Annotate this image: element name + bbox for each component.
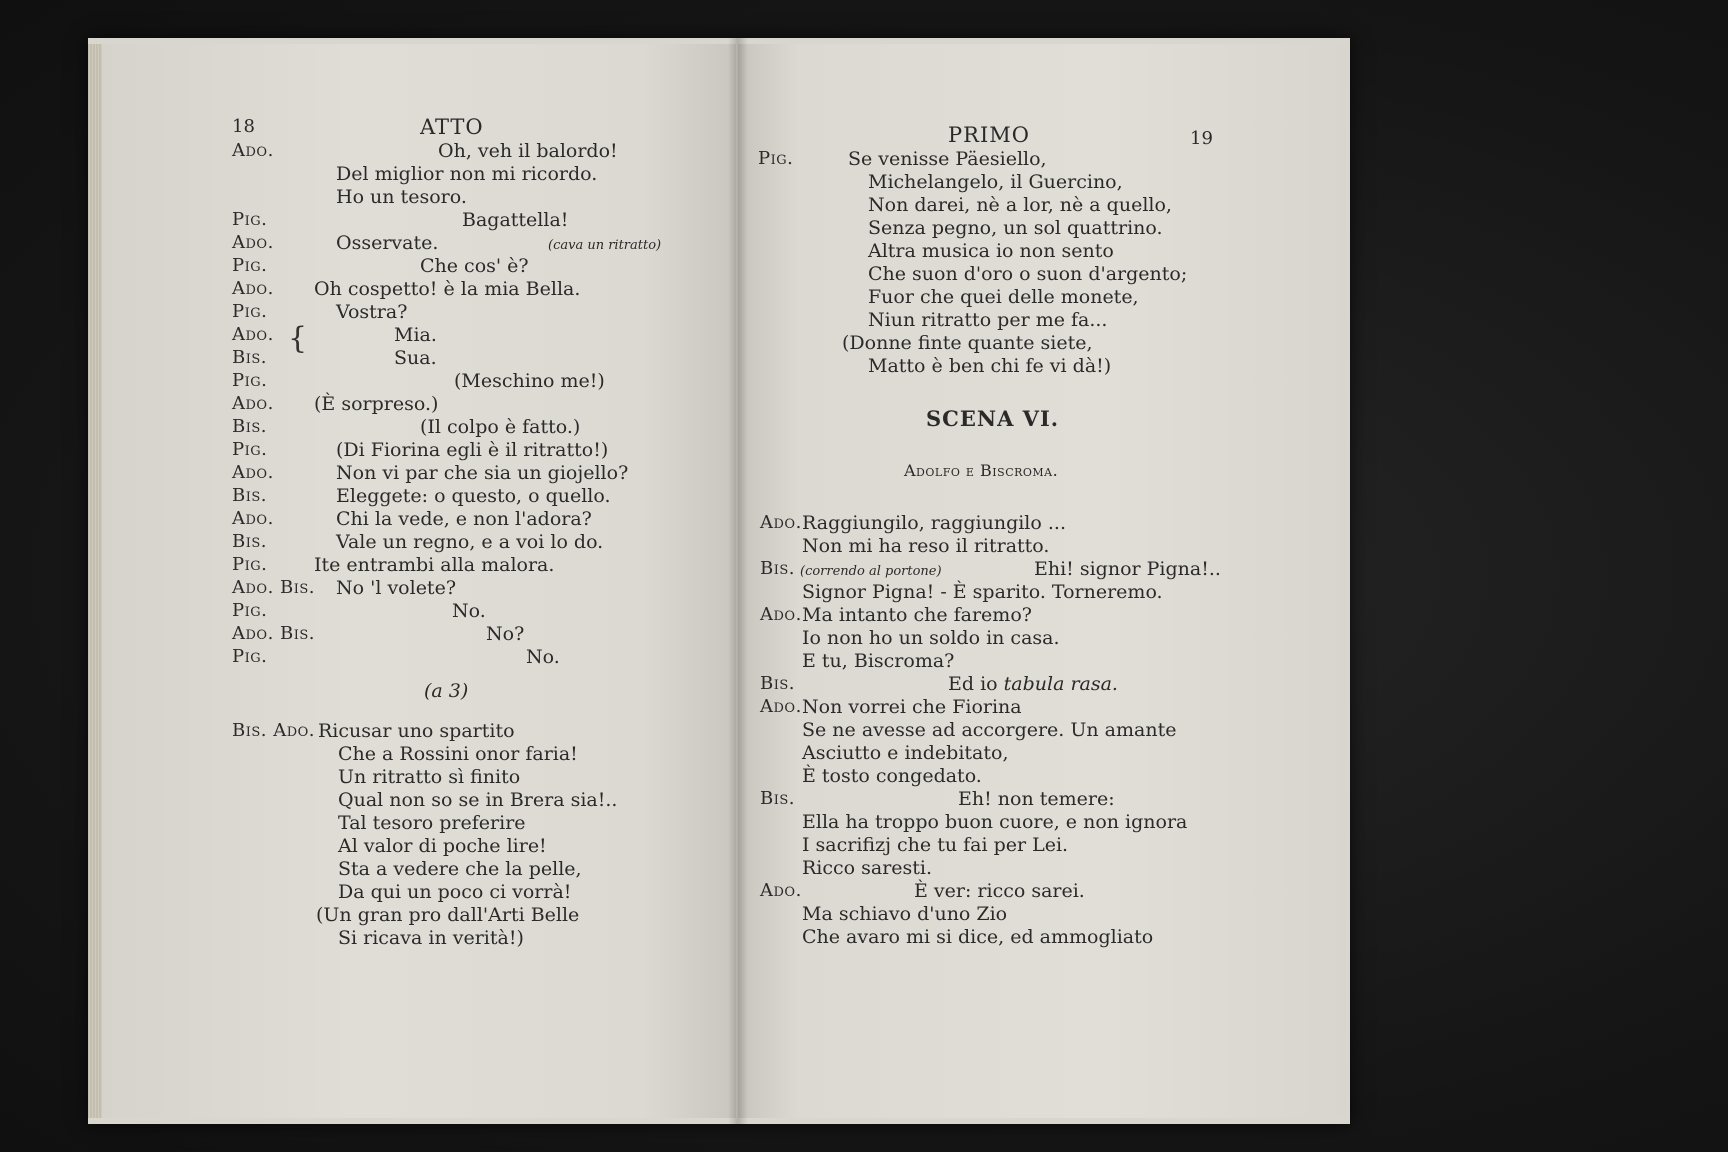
speaker: Bis. [232, 531, 267, 552]
verse-line: Matto è ben chi fe vi dà!) [868, 355, 1112, 377]
dialogue-line: Ella ha troppo buon cuore, e non ignora [802, 811, 1188, 833]
dialogue-line: (Il colpo è fatto.) [420, 416, 581, 438]
dialogue-line: Se ne avesse ad accorgere. Un amante [802, 719, 1177, 741]
dialogue-line: Del miglior non mi ricordo. [336, 163, 598, 185]
dialogue-line: Oh, veh il balordo! [438, 140, 618, 162]
verse-line: Sta a vedere che la pelle, [338, 858, 582, 880]
speaker: Pig. [232, 554, 268, 575]
verse-line: Qual non so se in Brera sia!.. [338, 789, 618, 811]
speaker: Ado. [232, 324, 274, 345]
verse-line: Che suon d'oro o suon d'argento; [868, 263, 1188, 285]
dialogue-line: Vostra? [336, 301, 408, 323]
verse-line: (Un gran pro dall'Arti Belle [316, 904, 580, 926]
verse-line: Da qui un poco ci vorrà! [338, 881, 572, 903]
dialogue-line: Mia. [394, 324, 437, 346]
speaker: Ado. [760, 512, 802, 533]
verse-line: Non darei, nè a lor, nè a quello, [868, 194, 1172, 216]
dialogue-line: I sacrifizj che tu fai per Lei. [802, 834, 1069, 856]
dialogue-line: Ho un tesoro. [336, 186, 467, 208]
dialogue-line: Che cos' è? [420, 255, 529, 277]
dialogue-line: Non vorrei che Fiorina [802, 696, 1022, 718]
speaker: Ado. [232, 278, 274, 299]
dialogue-line: (È sorpreso.) [314, 393, 439, 415]
dialogue-line: Raggiungilo, raggiungilo ... [802, 512, 1066, 534]
speaker: Bis. [760, 788, 795, 809]
speaker: Pig. [232, 255, 268, 276]
speaker: Ado. [760, 604, 802, 625]
open-book [88, 38, 1350, 1124]
book-gutter [728, 38, 748, 1124]
speaker: Pig. [232, 301, 268, 322]
dialogue-line [948, 673, 1118, 695]
dialogue-line: È tosto congedato. [802, 765, 982, 787]
speaker: Pig. [232, 439, 268, 460]
speaker: Pig. [232, 370, 268, 391]
verse-line: Michelangelo, il Guercino, [868, 171, 1123, 193]
verse-line: Tal tesoro preferire [338, 812, 526, 834]
dialogue-line: Osservate. [336, 232, 439, 254]
dialogue-line: Eleggete: o questo, o quello. [336, 485, 611, 507]
verse-line: Che a Rossini onor faria! [338, 743, 578, 765]
speaker: Ado. Bis. [232, 623, 316, 644]
dialogue-line: Non mi ha reso il ritratto. [802, 535, 1050, 557]
dialogue-line: No. [452, 600, 486, 622]
stage-direction: (correndo al portone) [800, 564, 942, 579]
dialogue-line: Chi la vede, e non l'adora? [336, 508, 592, 530]
verse-line: Al valor di poche lire! [338, 835, 547, 857]
dialogue-line: No? [486, 623, 525, 645]
right-page [738, 44, 1346, 1118]
dialogue-line: Ma intanto che faremo? [802, 604, 1032, 626]
dialogue-line: No 'l volete? [336, 577, 457, 599]
speaker: Bis. [232, 416, 267, 437]
dialogue-italic: tabula rasa. [1003, 673, 1118, 695]
dialogue-line: E tu, Biscroma? [802, 650, 955, 672]
speaker: Bis. [232, 485, 267, 506]
running-head: PRIMO [948, 123, 1030, 147]
verse-line: Fuor che quei delle monete, [868, 286, 1139, 308]
dialogue-line: Eh! non temere: [958, 788, 1115, 810]
dialogue-line: Oh cospetto! è la mia Bella. [314, 278, 581, 300]
verse-line: Un ritratto sì finito [338, 766, 521, 788]
dialogue-line: (Di Fiorina egli è il ritratto!) [336, 439, 609, 461]
verse-line: (Donne finte quante siete, [842, 332, 1093, 354]
dialogue-line: Sua. [394, 347, 437, 369]
speaker: Ado. Bis. [232, 577, 316, 598]
speaker: Ado. [760, 696, 802, 717]
left-page [102, 44, 736, 1118]
speaker: Bis. Ado. [232, 720, 316, 741]
dialogue-line: Vale un regno, e a voi lo do. [336, 531, 604, 553]
speaker: Ado. [760, 880, 802, 901]
page-number: 19 [1190, 128, 1213, 149]
dialogue-line: Asciutto e indebitato, [802, 742, 1009, 764]
speaker: Ado. [232, 232, 274, 253]
verse-line: Senza pegno, un sol quattrino. [868, 217, 1163, 239]
verse-line: Altra musica io non sento [868, 240, 1114, 262]
scene-title: SCENA VI. [926, 406, 1060, 431]
speaker: Ado. [232, 462, 274, 483]
dialogue-line: Ehi! signor Pigna!.. [1034, 558, 1221, 580]
dialogue-line: Non vi par che sia un giojello? [336, 462, 629, 484]
dialogue-line: Ma schiavo d'uno Zio [802, 903, 1008, 925]
dialogue-line: È ver: ricco sarei. [914, 880, 1085, 902]
speaker: Bis. [232, 347, 267, 368]
dialogue-line: Che avaro mi si dice, ed ammogliato [802, 926, 1154, 948]
dialogue-line: Bagattella! [462, 209, 569, 231]
dialogue-line: Io non ho un soldo in casa. [802, 627, 1060, 649]
speaker: Pig. [232, 209, 268, 230]
a3-marker: (a 3) [424, 680, 469, 702]
verse-line: Ricusar uno spartito [318, 720, 515, 742]
stage-direction: (cava un ritratto) [548, 238, 662, 253]
speaker: Pig. [232, 646, 268, 667]
page-number: 18 [232, 116, 255, 137]
dialogue-line: Ite entrambi alla malora. [314, 554, 555, 576]
dialogue-line: No. [526, 646, 560, 668]
brace-glyph: { [288, 321, 308, 356]
dialogue-line: Ricco saresti. [802, 857, 933, 879]
verse-line: Niun ritratto per me fa... [868, 309, 1108, 331]
speaker: Ado. [232, 393, 274, 414]
speaker: Ado. [232, 140, 274, 161]
speaker: Pig. [758, 148, 794, 169]
dialogue-line: Signor Pigna! - È sparito. Torneremo. [802, 581, 1163, 603]
speaker: Bis. [760, 673, 795, 694]
scene-characters: Adolfo e Biscroma. [904, 461, 1059, 480]
running-head: ATTO [420, 115, 484, 139]
speaker: Pig. [232, 600, 268, 621]
verse-line: Si ricava in verità!) [338, 927, 524, 949]
dialogue-text: Ed io [948, 673, 998, 695]
speaker: Bis. [760, 558, 795, 579]
speaker: Ado. [232, 508, 274, 529]
verse-line: Se venisse Päesiello, [848, 148, 1047, 170]
dialogue-line: (Meschino me!) [454, 370, 605, 392]
